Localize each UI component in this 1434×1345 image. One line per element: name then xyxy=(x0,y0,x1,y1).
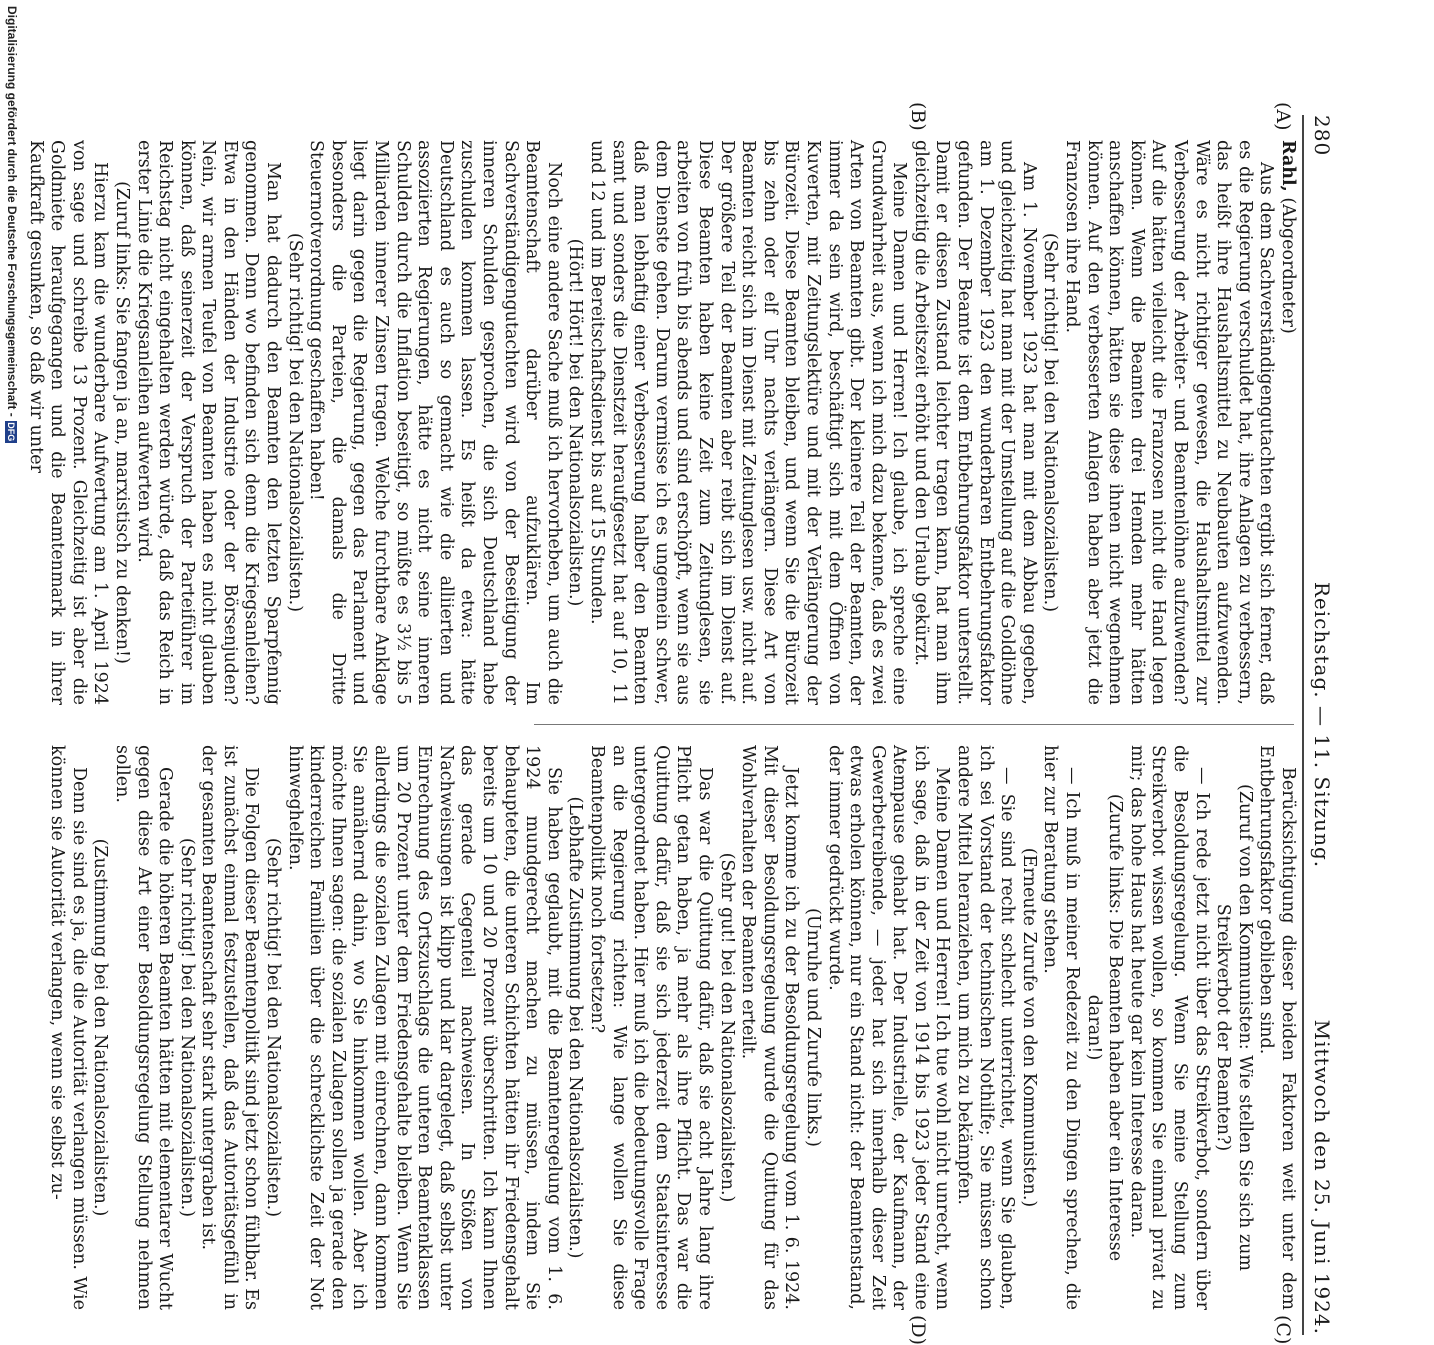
interjection: (Unruhe und Zurufe links.) xyxy=(802,908,823,1147)
paragraph: Meine Damen und Herren! Ich glaube, ich spreche eine Grundwahrheit aus, wenn ich mich dazu bekenne, daß es zwei Arten von Beamten gibt. Der kleinere Teil der Beamten, der immer da sein wird, beschäftigt sich mit dem Öffnen von Kuverten, mit Zeitungslektüre und mit der Verlängerung der Bürozeit. Diese Beamten bleiben, und wenn Sie die Bürozeit bis zehn oder elf Uhr nachts verlängern. Diese Art von Beamten reicht sich im Dienst mit Zeitunglesen usw. nicht auf. Der größere Teil der Beamten aber reibt sich im Dienst auf. Diese Beamten haben keine Zeit zum Zeitunglesen, sie arbeiten von früh bis abends und sind erschöpft, wenn sie aus dem Dienste gehen. Darum vermisse ich es ungemein schwer, daß man lebhaftig einer Verbesserung halber den Beamten samt und sonders die Dienstzeit heraufgesetzt hat auf 10, 11 und 12 und im Bereitschaftsdienst bis auf 15 Stunden. xyxy=(587,140,910,705)
paragraph: Berücksichtigung dieser beiden Faktoren weit unter dem Entbehrungsfaktor geblieben sind. xyxy=(1256,745,1298,1310)
interjection: (Lebhafte Zustimmung bei den Nationalsozialisten.) xyxy=(565,796,586,1259)
dfg-logo: DFG xyxy=(6,422,17,442)
paragraph: Aus dem Sachverständigengutachten ergibt sich ferner, daß es die Regierung verschuldet hat, ihre Anlagen zu verbessern, das heißt ihre Haushaltsmittel zu Neubauten aufzuwenden. Wäre es nicht richtiger gewesen, die Haushaltsmittel zur Verbesserung der Arbeiter- und Beamtenlöhne aufzuwenden? Auf die hätten vielleicht die Franzosen nicht die Hand legen können. Wenn die Beamten drei Hemden mehr hätten anschaffen können, hätten sie diese ihnen nicht wegnehmen können. Auf den verbesserten Anlagen haben aber jetzt die Franzosen ihre Hand. xyxy=(1062,140,1277,705)
interjection: (Sehr richtig! bei den Nationalsozialisten.) xyxy=(284,232,305,613)
paragraph: Die Folgen dieser Beamtenpolitik sind jetzt schon fühlbar. Es ist zunächst einmal festzustellen, daß das Autoritätsgefühl in der gesamten Beamtenschaft sehr stark untergraben ist. xyxy=(198,745,262,1310)
column-divider xyxy=(534,724,1294,725)
interjection: (Sehr richtig! bei den Nationalsozialisten.) xyxy=(1040,232,1061,613)
interjection: (Sehr gut! bei den Nationalsozialisten.) xyxy=(716,852,737,1203)
session-date: Mittwoch den 25. Juni 1924. xyxy=(1310,1019,1334,1335)
left-column xyxy=(25,140,1298,705)
paragraph: Am 1. November 1923 hat man mit dem Abbau gegeben, und gleichzeitig hat man mit der Umstellung auf die Goldlöhne am 1. Dezember 1923 den wunderbaren Entbehrungsfaktor gefunden. Der Beamte ist dem Entbehrungsfaktor unterstellt. Damit er diesen Zustand leichter tragen kann, hat man ihm gleichzeitig die Arbeitszeit erhöht und den Urlaub gekürzt. xyxy=(910,140,1039,705)
interjection: (Sehr richtig! bei den Nationalsozialisten.) xyxy=(263,837,284,1218)
paragraph: Denn sie sind es ja, die die Autorität verlangen müssen. Wie können sie Autorität verlangen, wenn sie selbst zu- xyxy=(47,745,89,1310)
interjection: (Zustimmung bei den Nationalsozialisten.) xyxy=(90,838,111,1217)
paragraph: Noch eine andere Sache muß ich hervorheben, um auch die Beamtenschaft darüber aufzuklären. Im Sachverständigengutachten wird von der Beseitigung der inneren Schulden gesprochen, die sich Deutschland habe zuschulden kommen lassen. Es heißt da etwa: hätte Deutschland es auch so gemacht wie die alliierten und assoziierten Regierungen, hätte es nicht seine inneren Schulden durch die Inflation beseitigt, so müßte es 3½ bis 5 Milliarden innerer Zinsen tragen. Welche furchtbare Anklage liegt darin gegen die Regierung, gegen das Parlament und besonders die Parteien, die damals die Dritte Steuernotverordnung geschaffen haben! xyxy=(306,140,564,705)
page-header xyxy=(1310,115,1334,1335)
paragraph: Gerade die höheren Beamten hätten mit elementarer Wucht gegen diese Art einer Besoldungsregelung Stellung nehmen sollen. xyxy=(111,745,176,1310)
running-title: Reichstag. — 11. Sitzung. xyxy=(1310,581,1334,869)
paragraph: — Ich rede jetzt nicht über das Streikverbot, sondern über die Besoldungsregelung. Wenn Sie meine Stellung zum Streikverbot wissen wollen, so kommen Sie einmal privat zu mir; das hohe Haus hat heute gar kein Interesse daran. xyxy=(1126,745,1212,1310)
speaker-name: Rahl, xyxy=(1278,140,1298,192)
speaker-role: Abgeordneter xyxy=(1278,204,1298,328)
paragraph: — Sie sind recht schlecht unterrichtet, wenn Sie glauben, ich sei Vorstand der technischen Nothilfe; Sie müssen schon andere Mittel heranziehen, um mich zu bekämpfen. xyxy=(954,745,1018,1310)
paragraph: Meine Damen und Herren! Ich tue wohl nicht unrecht, wenn ich sage, daß in der Zeit von 1914 bis 1923 jeder Stand eine Atempause gehabt hat. Der Industrielle, der Kaufmann, der Gewerbetreibende, — jeder hat sich innerhalb dieser Zeit etwas erholen können, nur ein Stand nicht: der Beamtenstand, der immer gedrückt wurde. xyxy=(824,745,953,1310)
interjection: (Zuruf links: Sie fangen ja an, marxistisch zu denken!) xyxy=(111,181,132,664)
margin-mark-a: (A) xyxy=(1272,102,1294,131)
margin-mark-d: (D) xyxy=(907,1315,929,1345)
paragraph: Hierzu kam die wunderbare Aufwertung am 1. April 1924 von sage und schreibe 13 Prozent. Gleichzeitig ist aber die Goldmiete heraufgegangen und die Beamtenmark in ihrer Kaufkraft gesunken, so daß wir unter xyxy=(25,140,111,705)
paragraph: Man hat dadurch den Beamten den letzten Sparpfennig genommen. Denn wo befinden sich denn die Kriegsanleihen? Etwa in den Händen der Industrie oder der Börsenjuden? Nein, wir armen Teufel von Beamten haben es nicht glauben können, daß seinerzeit der Verspruch der Parteiführer im Reichstag nicht eingehalten werden würde, daß das Reich in erster Linie die Kriegsanleihen aufwerten wird. xyxy=(133,140,284,705)
interjection: (Zurufe links: Die Beamten haben aber ein Interesse daran!) xyxy=(1083,793,1126,1262)
paragraph: Jetzt komme ich zu der Besoldungsregelung vom 1. 6. 1924. Mit dieser Besoldungsregelung wurde die Quittung für das Wohlverhalten der Beamten erteilt. xyxy=(738,745,802,1310)
interjection: (Hört! Hört! bei den Nationalsozialisten.) xyxy=(565,238,586,607)
paragraph: Das war die Quittung dafür, daß sie acht Jahre lang ihre Pflicht getan haben, ja mehr als ihre Pflicht. Das war die Quittung dafür, daß sie sich jederzeit dem Staatsinteresse untergeordnet haben. Hier muß ich die bedeutungsvolle Frage an die Regierung richten: Wie lange wollen Sie diese Beamtenpolitik noch fortsetzen? xyxy=(587,745,715,1310)
margin-mark-b: (B) xyxy=(907,102,929,131)
header-rule xyxy=(1302,115,1304,1335)
paragraph: — Ich muß in meiner Redezeit zu den Dingen sprechen, die hier zur Beratung stehen. xyxy=(1040,745,1083,1310)
interjection: (Sehr richtig! bei den Nationalsozialisten.) xyxy=(176,837,197,1218)
interjection: (Zuruf von den Kommunisten: Wie stellen Sie sich zum Streikverbot der Beamten?) xyxy=(1213,784,1255,1271)
page-number: 280 xyxy=(1310,115,1334,157)
margin-mark-c: (C) xyxy=(1272,1315,1294,1345)
right-column xyxy=(47,745,1298,1310)
interjection: (Erneute Zurufe von den Kommunisten.) xyxy=(1018,847,1039,1208)
paragraph: Sie haben geglaubt, mit die Beamtenregelung vom 1. 6. 1924 mundgerecht machen zu müssen, indem Sie behaupteten, die unteren Schichten hätten ihr Friedensgehalt bereits um 10 und 20 Prozent überschritten. Ich kann Ihnen das gerade Gegenteil nachweisen. In Stößen von Nachweisungen ist klipp und klar dargelegt, daß selbst unter Einrechnung des Ortszuschlags die unteren Beamtenklassen um 20 Prozent unter dem Friedensgehalte bleiben. Wenn Sie allerdings die sozialen Zulagen mit einrechnen, dann kommen Sie annähernd dahin, wo Sie hinkommen wollen. Aber ich möchte Ihnen sagen: die sozialen Zulagen sollen ja gerade den kinderreichen Familien über die schrecklichste Zeit der Not hinweghelfen. xyxy=(284,745,564,1310)
footer-text: Digitalisierung gefördert durch die Deutsche Forschungsgemeinschaft - xyxy=(5,6,19,417)
speaker-line: Rahl, (Abgeordneter) xyxy=(1278,140,1298,334)
digitization-footer xyxy=(5,6,19,443)
